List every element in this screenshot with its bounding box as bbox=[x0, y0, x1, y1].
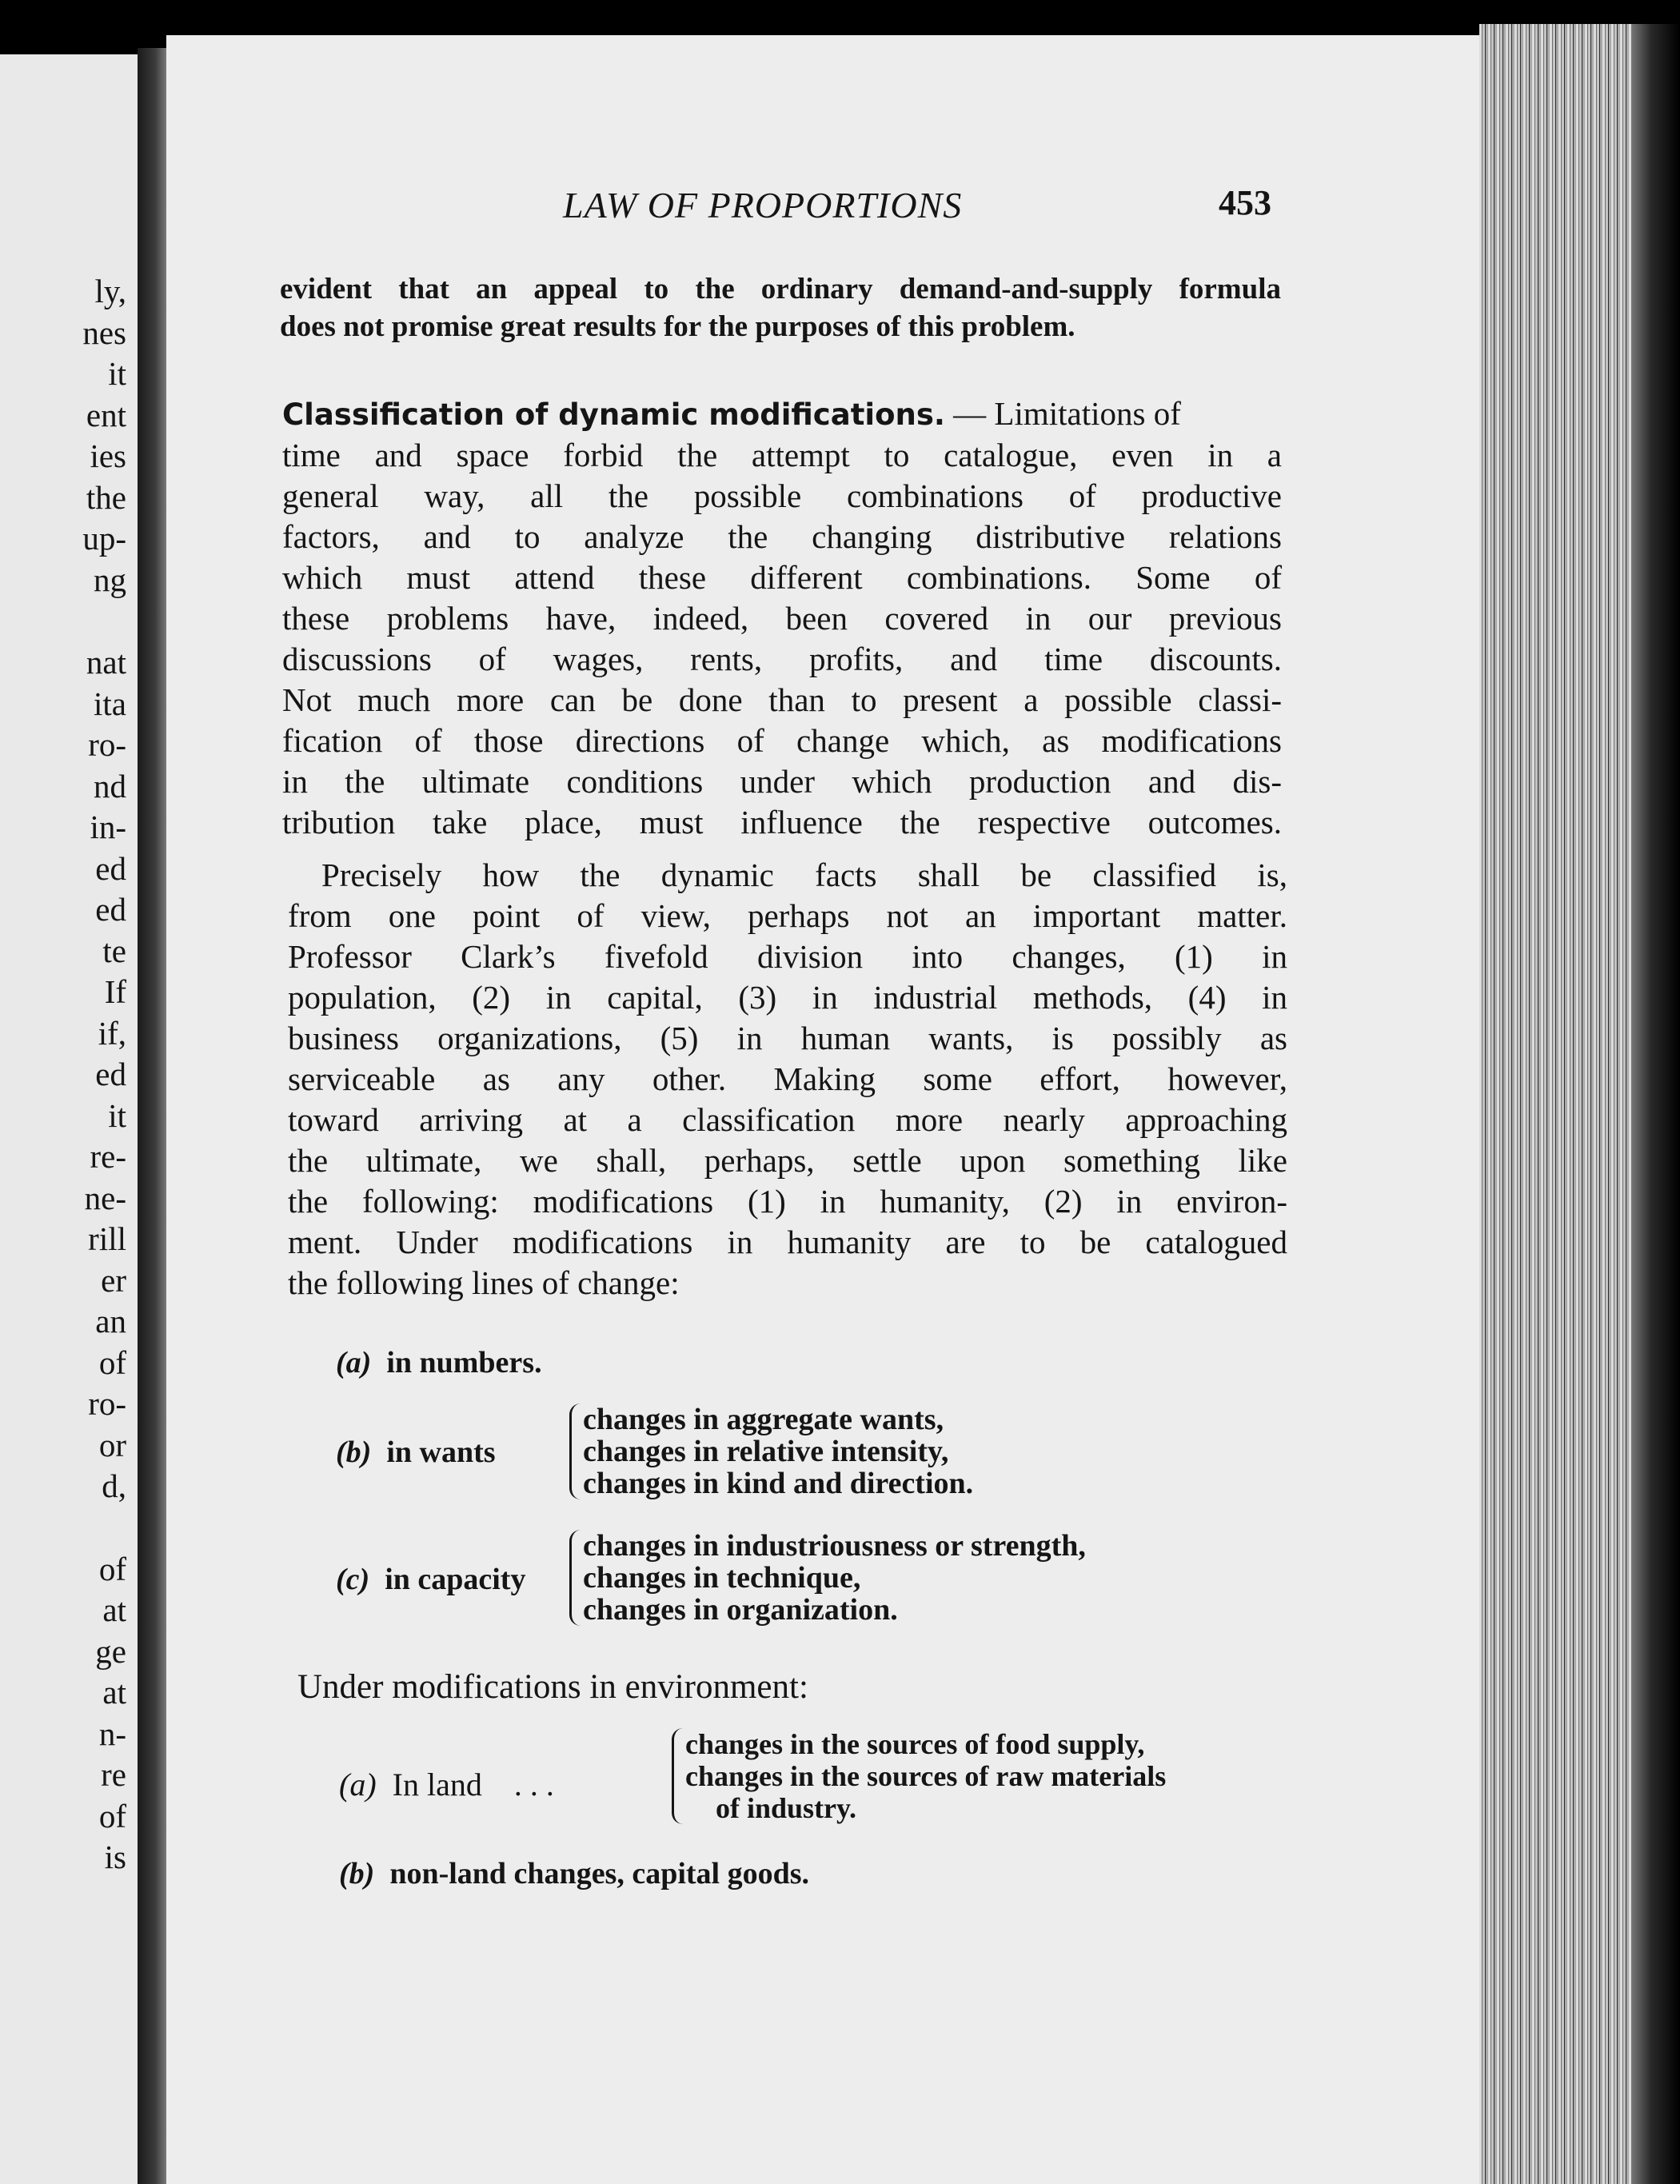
left-page-fragment: ne- bbox=[84, 1179, 126, 1216]
left-page-fragment: it bbox=[108, 355, 126, 392]
left-page-fragment: ed bbox=[95, 849, 126, 887]
list-item-numbers bbox=[336, 1347, 542, 1379]
item-label: in capacity bbox=[385, 1563, 526, 1596]
brace-item: changes in kind and direction. bbox=[583, 1467, 974, 1500]
left-page-fragment: ed bbox=[95, 891, 126, 928]
left-page-fragment: is bbox=[104, 1839, 126, 1875]
left-page-fragment: rill bbox=[88, 1220, 126, 1257]
text-line: factors, and to analyze the changing distributive relations bbox=[282, 518, 1282, 555]
wants-brace-group bbox=[569, 1403, 973, 1499]
brace-item: of industry. bbox=[716, 1792, 857, 1824]
text-line: from one point of view, perhaps not an important matter. bbox=[288, 897, 1287, 934]
page-edge-shadow bbox=[1631, 24, 1680, 2184]
left-page-fragment: at bbox=[102, 1591, 126, 1628]
left-page-fragment: nes bbox=[82, 313, 126, 351]
text-line: time and space forbid the attempt to catalogue, even in a bbox=[282, 437, 1282, 473]
text-line: business organizations, (5) in human wants, is possibly as bbox=[288, 1020, 1287, 1056]
text-line: ment. Under modifications in humanity are to be catalogued bbox=[288, 1224, 1287, 1260]
left-page-fragment: re bbox=[101, 1756, 126, 1793]
left-page-fragment: if, bbox=[98, 1014, 126, 1052]
left-page-fragment: ro- bbox=[88, 1385, 126, 1422]
running-head-title: LAW OF PROPORTIONS bbox=[563, 185, 963, 226]
left-page-fragment: of bbox=[98, 1344, 126, 1381]
brace-item: changes in organization. bbox=[583, 1593, 898, 1627]
book-gutter bbox=[138, 48, 170, 2184]
left-page-fragment: te bbox=[102, 932, 126, 969]
left-page-fragment: ro- bbox=[88, 726, 126, 763]
brace-item: changes in the sources of food supply, bbox=[685, 1728, 1145, 1760]
text-line: does not promise great results for the purposes of this problem. bbox=[280, 310, 1075, 343]
left-page-fragment: ies bbox=[90, 437, 126, 474]
text-line: Not much more can be done than to present a possible classi- bbox=[282, 681, 1282, 718]
list-item-wants bbox=[336, 1436, 496, 1468]
left-page-fragment: ent bbox=[86, 396, 126, 433]
left-page-fragment: er bbox=[101, 1261, 126, 1299]
text-line: the ultimate, we shall, perhaps, settle upon something like bbox=[288, 1142, 1287, 1179]
left-page-fragment: ed bbox=[95, 1056, 126, 1092]
left-page-fragment: nat bbox=[86, 644, 126, 681]
text-line: fication of those directions of change which, as modifications bbox=[282, 722, 1282, 759]
left-page-fragment: or bbox=[98, 1426, 126, 1463]
text-line: the following lines of change: bbox=[288, 1264, 680, 1301]
left-page-fragment: the bbox=[86, 478, 126, 516]
left-page-fragment: ita bbox=[94, 685, 126, 722]
left-page-fragment: of bbox=[98, 1797, 126, 1835]
item-label: non-land changes, capital goods. bbox=[389, 1857, 810, 1891]
list-item-land bbox=[339, 1769, 554, 1801]
left-page-fragment: at bbox=[102, 1674, 126, 1711]
left-page-fragment: d, bbox=[102, 1467, 126, 1504]
text-line: in the ultimate conditions under which production and dis- bbox=[282, 763, 1282, 800]
text-line-first bbox=[282, 393, 1282, 435]
item-label: in numbers. bbox=[386, 1346, 542, 1379]
continuation-paragraph bbox=[280, 270, 1281, 345]
facing-page-fragment bbox=[0, 54, 138, 2184]
text-line: the following: modifications (1) in humanity, (2) in environ- bbox=[288, 1183, 1287, 1220]
brace-item: changes in technique, bbox=[583, 1561, 861, 1595]
list-item-capacity bbox=[336, 1563, 525, 1595]
capacity-brace-group bbox=[569, 1530, 1086, 1626]
text-line: Professor Clark’s fivefold division into changes, (1) in bbox=[288, 938, 1287, 975]
text-line: evident that an appeal to the ordinary demand-and-supply formula bbox=[280, 273, 1281, 305]
brace-item: changes in the sources of raw materials bbox=[685, 1760, 1167, 1792]
text-line: these problems have, indeed, been covered in our previous bbox=[282, 600, 1282, 637]
page-number: 453 bbox=[1219, 183, 1271, 222]
left-page-fragment: re- bbox=[90, 1138, 126, 1175]
left-page-fragment: of bbox=[98, 1550, 126, 1587]
text-line: which must attend these different combinations. Some of bbox=[282, 559, 1282, 596]
text-line: tribution take place, must influence the respective outcomes. bbox=[282, 804, 1282, 840]
text-line: population, (2) in capital, (3) in industrial methods, (4) in bbox=[288, 979, 1287, 1016]
brace-item: changes in industriousness or strength, bbox=[583, 1529, 1086, 1563]
section-heading: Classification of dynamic modifications. bbox=[282, 397, 945, 432]
item-letter: (b) bbox=[336, 1435, 372, 1469]
dot-leader: . . . bbox=[513, 1767, 554, 1803]
heading-continuation: — Limitations of bbox=[944, 395, 1181, 432]
left-page-fragment: up- bbox=[82, 520, 126, 557]
left-page-fragment: it bbox=[108, 1096, 126, 1134]
left-page-fragment: n- bbox=[98, 1715, 126, 1752]
item-label: In land bbox=[392, 1767, 482, 1803]
text-line: general way, all the possible combinations of productive bbox=[282, 477, 1282, 514]
precisely-paragraph bbox=[288, 855, 1287, 1304]
land-brace-group bbox=[672, 1728, 1166, 1824]
brace-item: changes in aggregate wants, bbox=[583, 1403, 944, 1436]
text-line-indented: Precisely how the dynamic facts shall be classified is, bbox=[321, 856, 1287, 893]
item-letter: (b) bbox=[339, 1857, 375, 1891]
brace-item: changes in relative intensity, bbox=[583, 1435, 949, 1468]
left-page-fragment: If bbox=[104, 973, 126, 1010]
text-line: toward arriving at a classification more nearly approaching bbox=[288, 1101, 1287, 1138]
item-label: in wants bbox=[386, 1435, 496, 1469]
left-page-fragment: nd bbox=[94, 767, 126, 805]
left-page-fragment: ge bbox=[95, 1632, 126, 1670]
list-item-non-land bbox=[339, 1858, 809, 1890]
left-page-fragment: ng bbox=[94, 561, 126, 598]
text-line: discussions of wages, rents, profits, and time discounts. bbox=[282, 641, 1282, 677]
item-letter: (a) bbox=[339, 1767, 377, 1803]
text-line: serviceable as any other. Making some effort, however, bbox=[288, 1060, 1287, 1097]
item-letter: (c) bbox=[336, 1563, 370, 1596]
classification-paragraph bbox=[282, 393, 1282, 843]
left-page-fragment: in- bbox=[90, 809, 126, 845]
left-page-fragment: an bbox=[95, 1303, 126, 1340]
left-page-fragment: ly, bbox=[94, 273, 126, 309]
item-letter: (a) bbox=[336, 1346, 372, 1379]
environment-heading: Under modifications in environment: bbox=[297, 1668, 808, 1706]
